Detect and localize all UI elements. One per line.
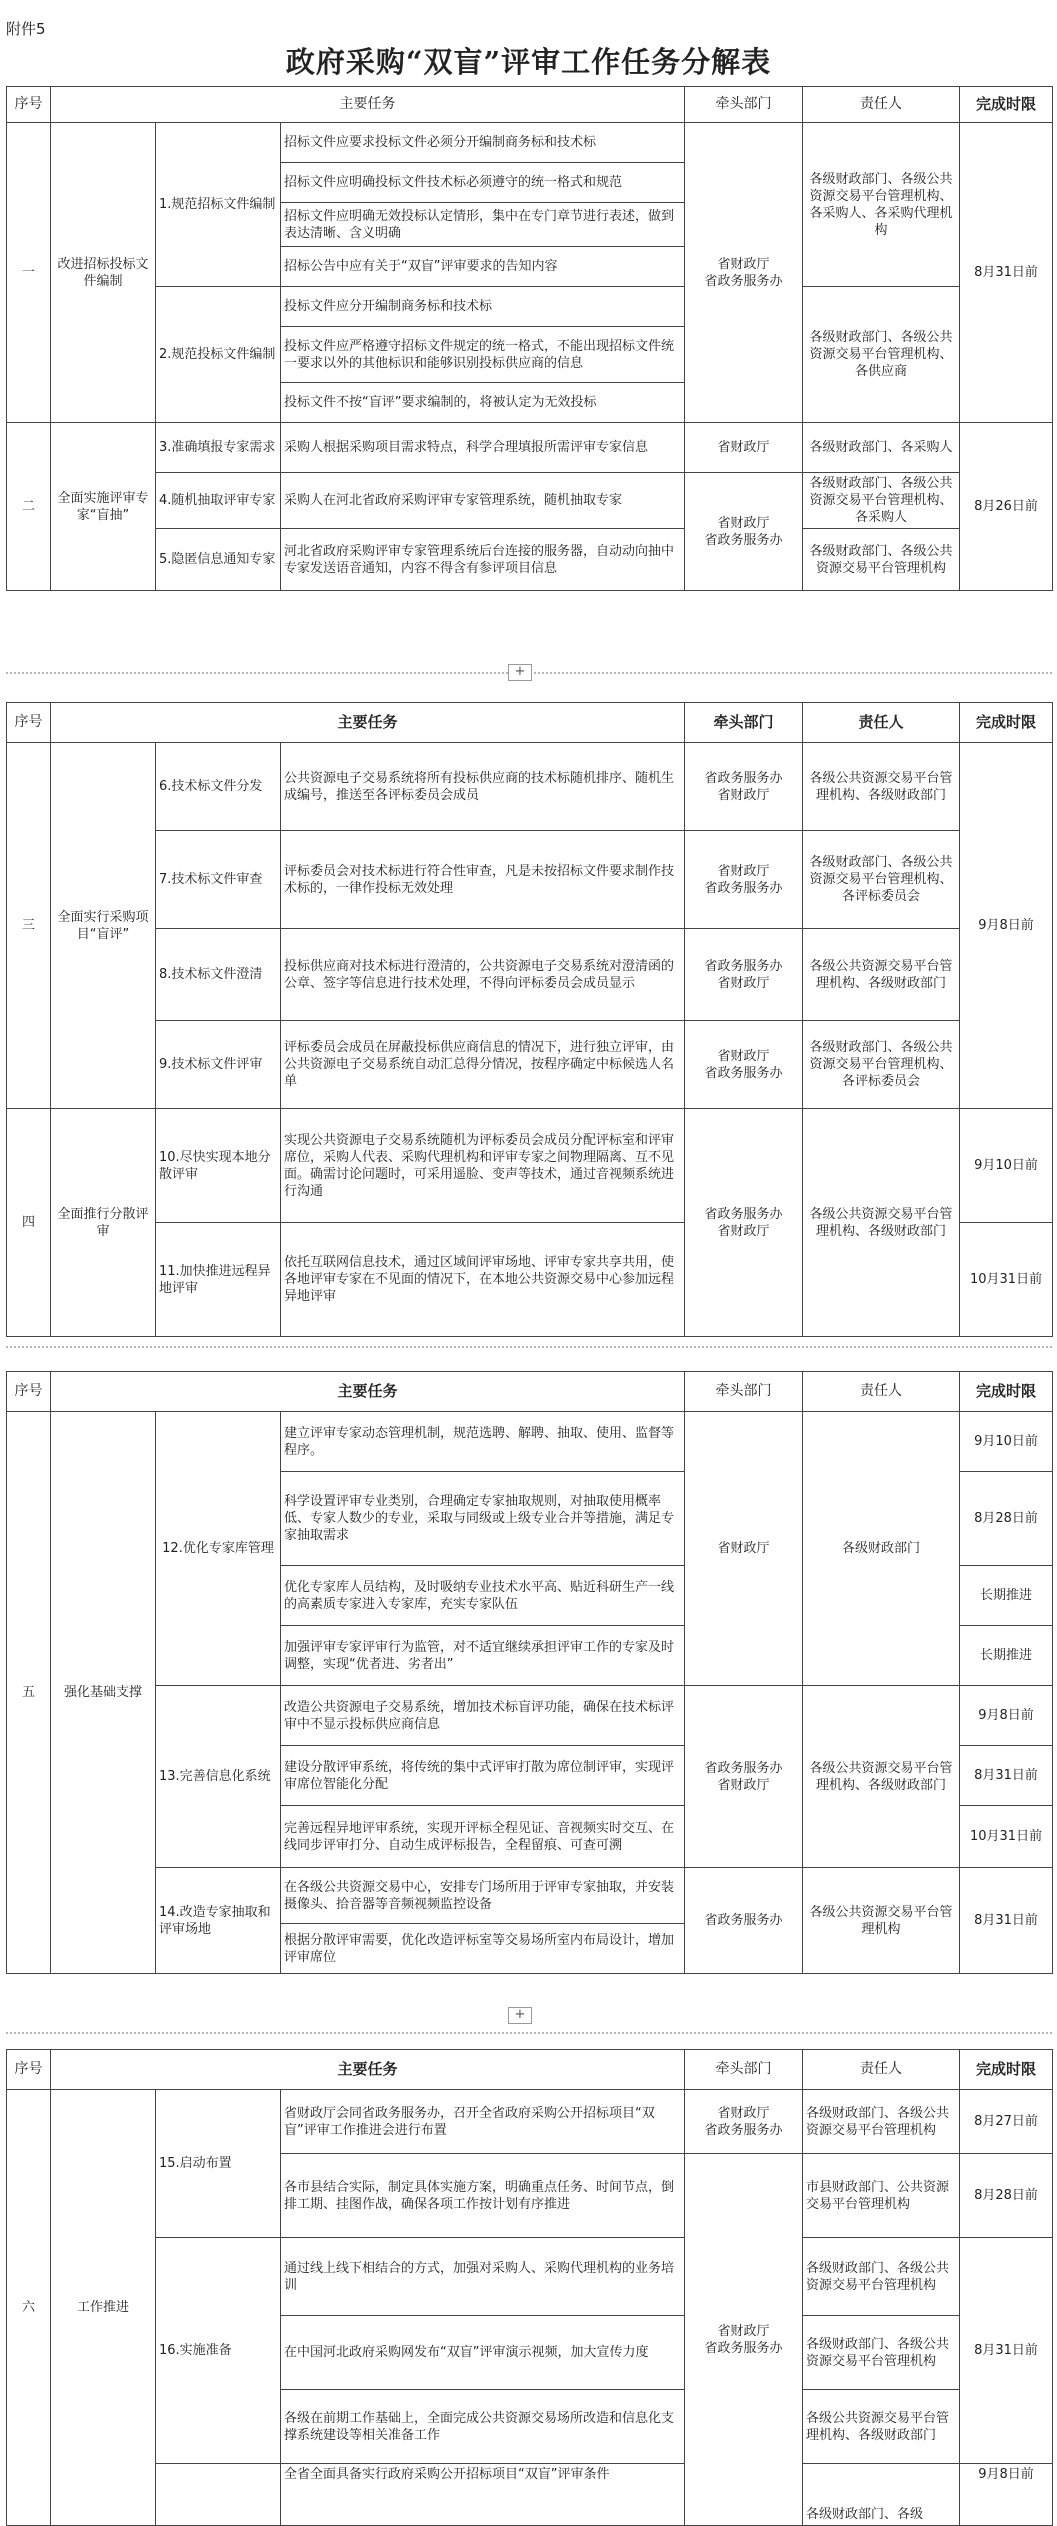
task-item: 评标委员会成员在屏蔽投标供应商信息的情况下，进行独立评审，由公共资源电子交易系统自动汇总得分情况，按程序确定中标候选人名单 — [281, 1021, 685, 1109]
responsible: 各级公共资源交易平台管理机构、各级财政部门 — [803, 1686, 960, 1868]
deadline: 长期推进 — [960, 1566, 1053, 1626]
subtask-name: 9.技术标文件评审 — [156, 1021, 281, 1109]
task-table-part-4 — [6, 2049, 1053, 2526]
header-deadline: 完成时限 — [960, 1372, 1053, 1412]
deadline: 9月10日前 — [960, 1109, 1053, 1223]
header-deadline: 完成时限 — [960, 87, 1053, 123]
responsible: 各级公共资源交易平台管理机构、各级财政部门 — [803, 2390, 960, 2464]
task-item: 招标文件应明确无效投标认定情形，集中在专门章节进行表述，做到表达清晰、含义明确 — [281, 203, 685, 247]
task-item: 招标文件应明确投标文件技术标必须遵守的统一格式和规范 — [281, 163, 685, 203]
lead-dept: 省政务服务办 省财政厅 — [685, 1686, 803, 1868]
lead-dept: 省财政厅 省政务服务办 — [685, 831, 803, 929]
subtask-name: 8.技术标文件澄清 — [156, 929, 281, 1021]
header-no: 序号 — [7, 1372, 51, 1412]
subtask-name: 5.隐匿信息通知专家 — [156, 529, 281, 591]
header-lead-dept: 牵头部门 — [685, 2050, 803, 2090]
task-item: 依托互联网信息技术，通过区域间评审场地、评审专家共享共用，使各地评审专家在不见面的情况下，在本地公共资源交易中心参加远程异地评审 — [281, 1223, 685, 1337]
page-separator — [6, 2032, 1052, 2034]
task-item: 建立评审专家动态管理机制，规范选聘、解聘、抽取、使用、监督等程序。 — [281, 1412, 685, 1472]
expand-button[interactable]: + — [508, 664, 532, 681]
deadline: 9月8日前 — [960, 743, 1053, 1109]
responsible: 各级财政部门、各级 — [803, 2464, 960, 2526]
section-name: 改进招标投标文件编制 — [51, 123, 156, 423]
deadline: 10月31日前 — [960, 1223, 1053, 1337]
section-no: 五 — [7, 1412, 51, 1974]
section-no: 六 — [7, 2090, 51, 2526]
deadline: 8月27日前 — [960, 2090, 1053, 2154]
header-lead-dept: 牵头部门 — [685, 1372, 803, 1412]
responsible: 各级财政部门、各级公共资源交易平台管理机构、各采购人、各采购代理机构 — [803, 123, 960, 287]
task-item: 建设分散评审系统，将传统的集中式评审打散为席位制评审，实现评审席位智能化分配 — [281, 1746, 685, 1806]
lead-dept: 省政务服务办 — [685, 1868, 803, 1974]
lead-dept: 省财政厅 省政务服务办 — [685, 473, 803, 591]
header-no: 序号 — [7, 87, 51, 123]
header-main-task: 主要任务 — [51, 2050, 685, 2090]
deadline: 8月31日前 — [960, 1868, 1053, 1974]
section-name: 全面实施评审专家“盲抽” — [51, 423, 156, 591]
responsible: 各级公共资源交易平台管理机构 — [803, 1868, 960, 1974]
task-item: 根据分散评审需要，优化改造评标室等交易场所室内布局设计，增加评审席位 — [281, 1924, 685, 1974]
subtask-name: 11.加快推进远程异地评审 — [156, 1223, 281, 1337]
task-item: 省财政厅会同省政务服务办，召开全省政府采购公开招标项目“双盲”评审工作推进会进行布置 — [281, 2090, 685, 2154]
task-item: 投标文件不按“盲评”要求编制的，将被认定为无效投标 — [281, 383, 685, 423]
deadline: 8月26日前 — [960, 423, 1053, 591]
responsible: 各级财政部门、各级公共资源交易平台管理机构、各评标委员会 — [803, 831, 960, 929]
section-name: 全面实行采购项目“盲评” — [51, 743, 156, 1109]
subtask-name: 13.完善信息化系统 — [156, 1686, 281, 1868]
header-main-task: 主要任务 — [51, 703, 685, 743]
subtask-name — [156, 2464, 281, 2526]
task-item: 投标文件应严格遵守招标文件规定的统一格式，不能出现招标文件统一要求以外的其他标识和能够识别投标供应商的信息 — [281, 327, 685, 383]
header-lead-dept: 牵头部门 — [685, 87, 803, 123]
responsible: 各级公共资源交易平台管理机构、各级财政部门 — [803, 743, 960, 831]
deadline: 9月8日前 — [960, 1686, 1053, 1746]
task-item: 评标委员会对技术标进行符合性审查，凡是未按招标文件要求制作技术标的，一律作投标无效处理 — [281, 831, 685, 929]
responsible: 各级公共资源交易平台管理机构、各级财政部门 — [803, 929, 960, 1021]
deadline: 8月28日前 — [960, 1472, 1053, 1566]
page-separator — [6, 1346, 1052, 1348]
task-item: 实现公共资源电子交易系统随机为评标委员会成员分配评标室和评审席位，采购人代表、采购代理机构和评审专家之间物理隔离、互不见面。确需讨论问题时，可采用遥脸、变声等技术，通过音视频系统进行沟通 — [281, 1109, 685, 1223]
header-responsible: 责任人 — [803, 1372, 960, 1412]
header-lead-dept: 牵头部门 — [685, 703, 803, 743]
subtask-name: 6.技术标文件分发 — [156, 743, 281, 831]
task-item: 投标供应商对技术标进行澄清的，公共资源电子交易系统对澄清函的公章、签字等信息进行技术处理，不得向评标委员会成员显示 — [281, 929, 685, 1021]
section-no: 一 — [7, 123, 51, 423]
responsible: 各级财政部门、各级公共资源交易平台管理机构 — [803, 2090, 960, 2154]
lead-dept: 省财政厅 — [685, 1412, 803, 1686]
task-table-part-3 — [6, 1371, 1053, 1974]
deadline: 9月8日前 — [960, 2464, 1053, 2526]
header-responsible: 责任人 — [803, 87, 960, 123]
subtask-name: 16.实施准备 — [156, 2238, 281, 2464]
responsible: 各级财政部门 — [803, 1412, 960, 1686]
task-item: 全省全面具备实行政府采购公开招标项目“双盲”评审条件 — [281, 2464, 685, 2526]
page-title: 政府采购“双盲”评审工作任务分解表 — [285, 45, 772, 79]
task-item: 在中国河北政府采购网发布“双盲”评审演示视频，加大宣传力度 — [281, 2316, 685, 2390]
subtask-name: 10.尽快实现本地分散评审 — [156, 1109, 281, 1223]
attachment-label: 附件5 — [6, 20, 46, 38]
expand-button[interactable]: + — [508, 2007, 532, 2024]
task-item: 加强评审专家评审行为监管，对不适宜继续承担评审工作的专家及时调整，实现“优者进、劣者出” — [281, 1626, 685, 1686]
task-table-part-1 — [6, 86, 1053, 591]
section-no: 三 — [7, 743, 51, 1109]
task-item: 各市县结合实际，制定具体实施方案，明确重点任务、时间节点，倒排工期、挂图作战，确保各项工作按计划有序推进 — [281, 2154, 685, 2238]
task-item: 科学设置评审专业类别，合理确定专家抽取规则，对抽取使用概率低、专家人数少的专业，采取与同级或上级专业合并等措施，满足专家抽取需求 — [281, 1472, 685, 1566]
lead-dept: 省财政厅 省政务服务办 — [685, 123, 803, 423]
header-responsible: 责任人 — [803, 703, 960, 743]
responsible: 各级财政部门、各级公共资源交易平台管理机构、各供应商 — [803, 287, 960, 423]
responsible: 市县财政部门、公共资源交易平台管理机构 — [803, 2154, 960, 2238]
subtask-name: 14.改造专家抽取和评审场地 — [156, 1868, 281, 1974]
task-item: 在各级公共资源交易中心，安排专门场所用于评审专家抽取，并安装摄像头、拾音器等音频视频监控设备 — [281, 1868, 685, 1924]
task-table-part-2 — [6, 702, 1053, 1337]
lead-dept: 省政务服务办 省财政厅 — [685, 743, 803, 831]
responsible: 各级财政部门、各级公共资源交易平台管理机构 — [803, 2238, 960, 2316]
task-item: 采购人根据采购项目需求特点，科学合理填报所需评审专家信息 — [281, 423, 685, 473]
deadline: 8月31日前 — [960, 1746, 1053, 1806]
deadline: 8月28日前 — [960, 2154, 1053, 2238]
deadline: 8月31日前 — [960, 123, 1053, 423]
task-item: 招标公告中应有关于“双盲”评审要求的告知内容 — [281, 247, 685, 287]
task-item: 通过线上线下相结合的方式，加强对采购人、采购代理机构的业务培训 — [281, 2238, 685, 2316]
responsible: 各级财政部门、各级公共资源交易平台管理机构、各采购人 — [803, 473, 960, 529]
deadline: 长期推进 — [960, 1626, 1053, 1686]
section-no: 二 — [7, 423, 51, 591]
responsible: 各级财政部门、各级公共资源交易平台管理机构 — [803, 2316, 960, 2390]
task-item: 采购人在河北省政府采购评审专家管理系统，随机抽取专家 — [281, 473, 685, 529]
subtask-name: 7.技术标文件审查 — [156, 831, 281, 929]
responsible: 各级财政部门、各级公共资源交易平台管理机构 — [803, 529, 960, 591]
task-item: 优化专家库人员结构，及时吸纳专业技术水平高、贴近科研生产一线的高素质专家进入专家库，充实专家队伍 — [281, 1566, 685, 1626]
header-main-task: 主要任务 — [51, 1372, 685, 1412]
lead-dept: 省政务服务办 省财政厅 — [685, 929, 803, 1021]
lead-dept: 省财政厅 省政务服务办 — [685, 1021, 803, 1109]
subtask-name: 3.准确填报专家需求 — [156, 423, 281, 473]
task-item: 河北省政府采购评审专家管理系统后台连接的服务器，自动动向抽中专家发送语音通知，内容不得含有参评项目信息 — [281, 529, 685, 591]
responsible: 各级财政部门、各级公共资源交易平台管理机构、各评标委员会 — [803, 1021, 960, 1109]
task-item: 招标文件应要求投标文件必须分开编制商务标和技术标 — [281, 123, 685, 163]
task-item: 各级在前期工作基础上，全面完成公共资源交易场所改造和信息化支撑系统建设等相关准备工作 — [281, 2390, 685, 2464]
header-no: 序号 — [7, 703, 51, 743]
header-no: 序号 — [7, 2050, 51, 2090]
subtask-name: 15.启动布置 — [156, 2090, 281, 2238]
deadline: 8月31日前 — [960, 2238, 1053, 2464]
lead-dept: 省财政厅 — [685, 423, 803, 473]
header-responsible: 责任人 — [803, 2050, 960, 2090]
responsible: 各级公共资源交易平台管理机构、各级财政部门 — [803, 1109, 960, 1337]
subtask-name: 12.优化专家库管理 — [156, 1412, 281, 1686]
lead-dept: 省政务服务办 省财政厅 — [685, 1109, 803, 1337]
section-name: 工作推进 — [51, 2090, 156, 2526]
header-deadline: 完成时限 — [960, 2050, 1053, 2090]
task-item: 改造公共资源电子交易系统，增加技术标盲评功能，确保在技术标评审中不显示投标供应商信息 — [281, 1686, 685, 1746]
deadline: 9月10日前 — [960, 1412, 1053, 1472]
section-name: 强化基础支撑 — [51, 1412, 156, 1974]
header-main-task: 主要任务 — [51, 87, 685, 123]
responsible: 各级财政部门、各采购人 — [803, 423, 960, 473]
subtask-name: 4.随机抽取评审专家 — [156, 473, 281, 529]
task-item: 公共资源电子交易系统将所有投标供应商的技术标随机排序、随机生成编号，推送至各评标委员会成员 — [281, 743, 685, 831]
lead-dept: 省财政厅 省政务服务办 — [685, 2154, 803, 2526]
task-item: 完善远程异地评审系统，实现开评标全程见证、音视频实时交互、在线同步评审打分、自动生成评标报告，全程留痕、可查可溯 — [281, 1806, 685, 1868]
section-no: 四 — [7, 1109, 51, 1337]
deadline: 10月31日前 — [960, 1806, 1053, 1868]
task-item: 投标文件应分开编制商务标和技术标 — [281, 287, 685, 327]
subtask-name: 1.规范招标文件编制 — [156, 123, 281, 287]
lead-dept: 省财政厅 省政务服务办 — [685, 2090, 803, 2154]
subtask-name: 2.规范投标文件编制 — [156, 287, 281, 423]
header-deadline: 完成时限 — [960, 703, 1053, 743]
section-name: 全面推行分散评审 — [51, 1109, 156, 1337]
